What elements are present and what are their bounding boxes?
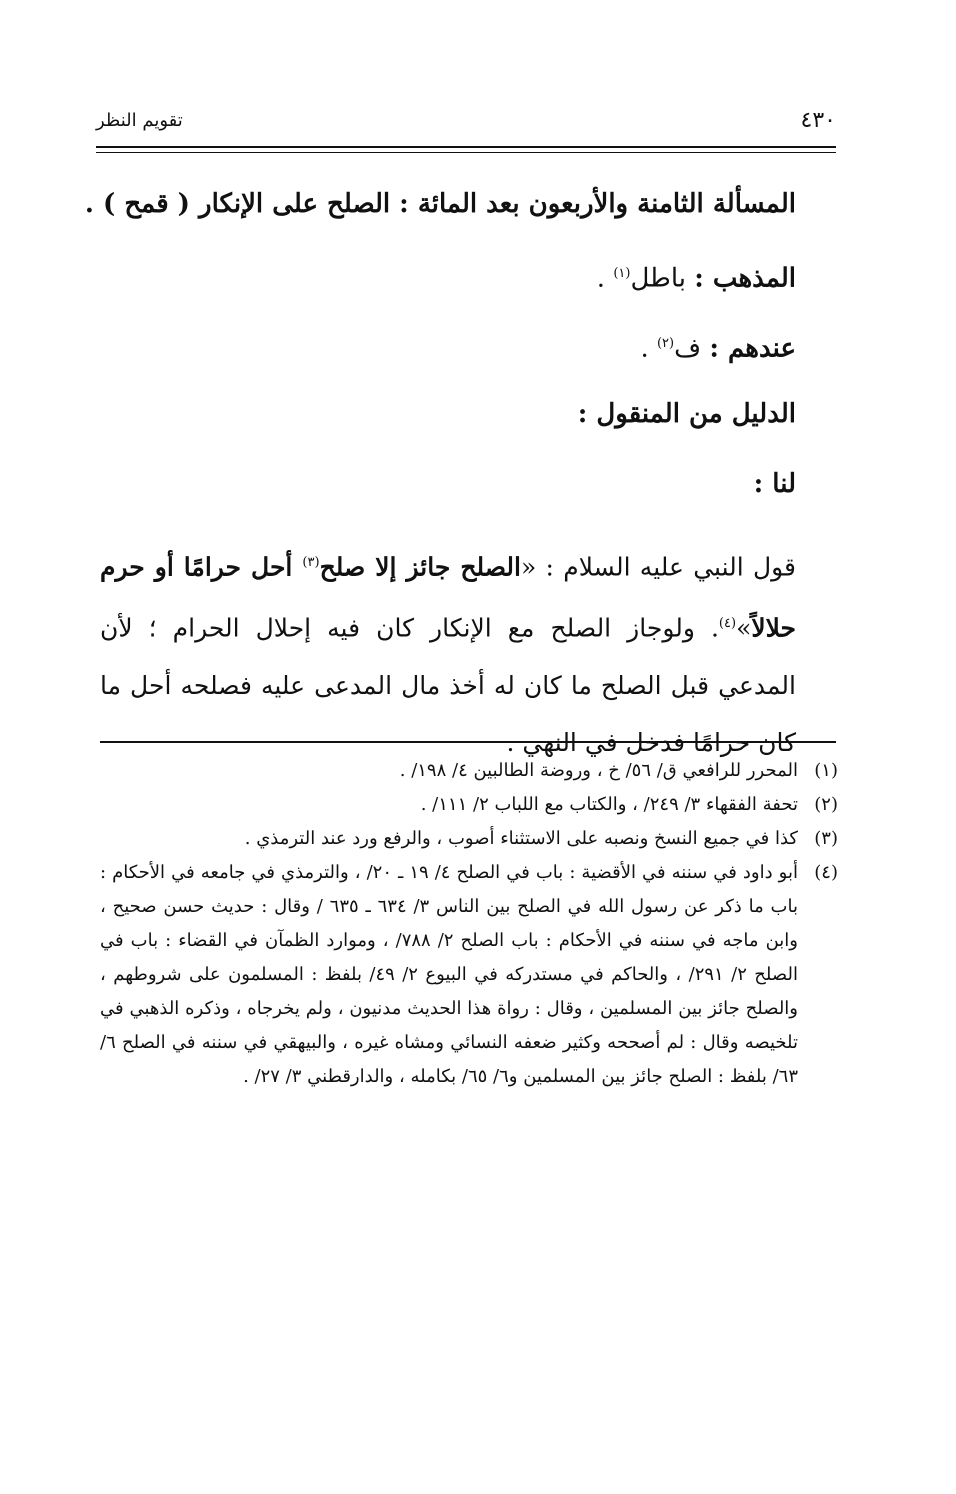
footnote-ref-4: (٤) xyxy=(718,616,737,632)
running-title: تقويم النظر xyxy=(96,110,183,131)
main-text xyxy=(84,176,796,771)
footnote-text: تحفة الفقهاء ٣/ ٢٤٩/ ، والكتاب مع اللباب ٢/ ١١١/ . xyxy=(420,794,798,815)
header-rule-thick xyxy=(96,146,836,148)
page-header xyxy=(96,108,836,148)
footnote-number: (٤) xyxy=(814,862,838,883)
footnote xyxy=(100,788,838,822)
hadith-text-b: أحل حرامًا أو حرم حلالاً xyxy=(100,552,796,643)
footnote-number: (١) xyxy=(814,760,838,781)
footnote-number: (٣) xyxy=(814,828,838,849)
hadith-close-quote: » xyxy=(736,613,752,643)
footnotes xyxy=(100,754,838,1094)
footnote-text: أبو داود في سننه في الأقضية : باب في الصلح ٤/ ١٩ ـ ٢٠/ ، والترمذي في جامعه في الأحكام : باب ما ذكر عن رسول الله في الصلح بين الناس ٣/ ٦٣٤ ـ ٦٣٥ / وقال : حديث حسن صحيح ، وابن ماجه في سننه في الأحكام : باب الصلح ٢/ ٧٨٨/ ، وموارد الظمآن في القضاء : باب في الصلح ٢/ ٢٩١/ ، والحاكم في مستدركه في البيوع ٢/ ٤٩/ بلفظ : المسلمون على شروطهم ، والصلح جائز بين المسلمين ، وقال : رواة هذا الحديث مدنيون ، ولم يخرجاه ، وذكره الذهبي في تلخيصه وقال : لم أصححه وكثير ضعفه النسائي ومشاه غيره ، والبيهقي في سننه في الصلح ٦/ ٦٣/ بلفظ : الصلح جائز بين المسلمين و٦/ ٦٥/ بكامله ، والدارقطني ٣/ ٢٧/ . xyxy=(100,862,798,1087)
footnote-text: المحرر للرافعي ق/ ٥٦/ خ ، وروضة الطالبين ٤/ ١٩٨/ . xyxy=(399,760,798,781)
page-number: ٤٣٠ xyxy=(800,108,836,133)
footnote-separator xyxy=(100,741,836,743)
indahum-value: ف xyxy=(674,333,710,364)
header-rule-thin xyxy=(96,152,836,153)
evidence-heading: الدليل من المنقول : xyxy=(577,399,796,429)
indahum-end: . xyxy=(640,333,657,364)
paragraph-intro: قول النبي عليه السلام : « xyxy=(520,552,796,582)
madhhab-line xyxy=(100,246,796,316)
footnote-text: كذا في جميع النسخ ونصبه على الاستثناء أصوب ، والرفع ورد عند الترمذي . xyxy=(244,828,798,849)
footnote-ref-1: (١) xyxy=(613,266,631,281)
footnote-ref-2: (٢) xyxy=(656,336,675,351)
footnote-ref-3: (٣) xyxy=(302,555,320,570)
evidence-paragraph xyxy=(100,534,796,771)
madhhab-value: باطل xyxy=(630,263,695,294)
paragraph-rest: . ولوجاز الصلح مع الإنكار كان فيه إحلال الحرام ؛ لأن المدعي قبل الصلح ما كان له أخذ مال المدعى عليه فصلحه أحل ما كان حرامًا فدخل في النهي . xyxy=(100,613,796,757)
footnote xyxy=(100,754,838,788)
footnote-number: (٢) xyxy=(814,794,838,815)
lana-heading: لنا : xyxy=(753,469,796,499)
footnote xyxy=(100,856,838,1094)
madhhab-label: المذهب : xyxy=(694,263,796,294)
madhhab-end: . xyxy=(596,263,614,294)
indahum-line xyxy=(100,316,796,386)
hadith-text-a: الصلح جائز إلا صلح xyxy=(319,552,521,582)
indahum-label: عندهم : xyxy=(709,333,796,364)
issue-heading: المسألة الثامنة والأربعون بعد المائة : الصلح على الإنكار ( قمح ) . xyxy=(84,189,796,219)
footnote xyxy=(100,822,838,856)
